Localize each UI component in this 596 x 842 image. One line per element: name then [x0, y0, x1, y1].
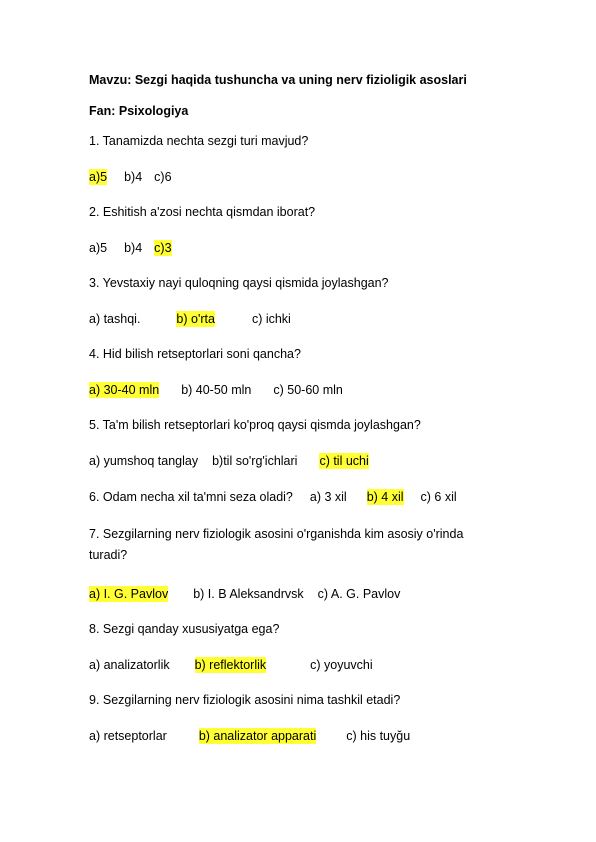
option-3a: a) tashqi.	[89, 312, 141, 326]
option-1a: a)5	[89, 170, 108, 184]
question-2: 2. Eshitish a'zosi nechta qismdan iborat?	[89, 205, 316, 219]
option-1b: b)4	[124, 170, 143, 184]
option-7c: c) A. G. Pavlov	[317, 587, 401, 601]
option-4b: b) 40-50 mln	[181, 383, 252, 397]
answers-3	[89, 311, 559, 327]
option-6c: c) 6 xil	[420, 490, 457, 504]
answers-9	[89, 728, 559, 744]
option-3c: c) ichki	[251, 312, 291, 326]
answers-1	[89, 169, 559, 185]
answers-4	[89, 382, 559, 398]
question-8: 8. Sezgi qanday xususiyatga ega?	[89, 622, 280, 636]
answers-8	[89, 657, 559, 673]
answers-5	[89, 453, 559, 469]
option-1c: c)6	[154, 170, 172, 184]
option-5c: c) til uchi	[319, 454, 369, 468]
question-3: 3. Yevstaxiy nayi quloqning qaysi qismida joylashgan?	[89, 276, 389, 290]
option-2c: c)3	[154, 241, 172, 255]
option-9c: c) his tuyğu	[346, 729, 411, 743]
option-8b: b) reflektorlik	[194, 658, 267, 672]
question-1: 1. Tanamizda nechta sezgi turi mavjud?	[89, 134, 309, 148]
option-4a: a) 30-40 mln	[89, 383, 160, 397]
option-9a: a) retseptorlar	[89, 729, 167, 743]
option-6a: a) 3 xil	[309, 490, 347, 504]
subject-line: Fan: Psixologiya	[89, 104, 189, 118]
option-3b: b) o'rta	[176, 312, 215, 326]
option-9b: b) analizator apparati	[198, 729, 317, 743]
option-5b: b)til so'rg'ichlari	[212, 454, 298, 468]
option-2a: a)5	[89, 241, 108, 255]
option-8a: a) analizatorlik	[89, 658, 170, 672]
option-4c: c) 50-60 mln	[273, 383, 343, 397]
option-7a: a) I. G. Pavlov	[89, 587, 169, 601]
question-4: 4. Hid bilish retseptorlari soni qancha?	[89, 347, 301, 361]
option-2b: b)4	[124, 241, 143, 255]
option-5a: a) yumshoq tanglay	[89, 454, 199, 468]
option-8c: c) yoyuvchi	[310, 658, 373, 672]
document-title: Mavzu: Sezgi haqida tushuncha va uning nerv fizioligik asoslari	[89, 73, 467, 87]
question-6: 6. Odam necha xil ta'mni seza oladi?	[89, 490, 293, 504]
document-page	[89, 60, 559, 744]
question-9: 9. Sezgilarning nerv fiziologik asosini nima tashkil etadi?	[89, 693, 401, 707]
answers-7	[89, 586, 559, 602]
option-6b: b) 4 xil	[366, 490, 404, 504]
question-7: 7. Sezgilarning nerv fiziologik asosini o'rganishda kim asosiy o'rinda turadi?	[89, 527, 464, 562]
option-7b: b) I. B Aleksandrvsk	[193, 587, 304, 601]
question-5: 5. Ta'm bilish retseptorlari ko'proq qaysi qismda joylashgan?	[89, 418, 421, 432]
question-6-row	[89, 489, 559, 505]
answers-2	[89, 240, 559, 256]
